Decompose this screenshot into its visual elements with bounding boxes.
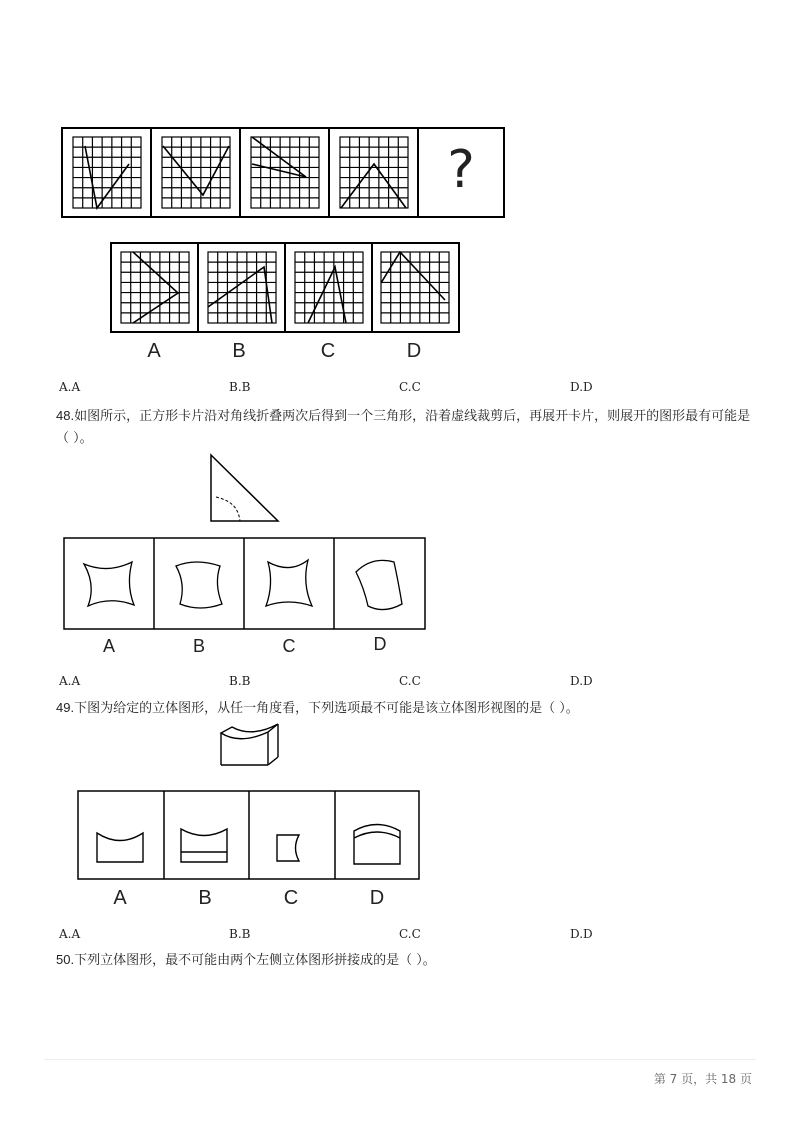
q47-letter-a: A [147,340,161,362]
q48-letter-c: C [282,636,296,656]
q49-letter-c: C [283,887,299,909]
q49-option-d[interactable]: D.D [570,927,593,941]
q49-option-a[interactable]: A.A [59,927,81,941]
q48-option-a[interactable]: A.A [59,674,81,688]
q48-letter-d: D [373,634,387,654]
footer-divider [44,1059,756,1060]
q48-option-c[interactable]: C.C [399,674,421,688]
q48-option-d[interactable]: D.D [570,674,593,688]
q47-question-mark: ? [447,140,475,200]
q49-letter-d: D [369,887,385,909]
q48-number: 48. [56,408,75,423]
q49-number: 49. [56,700,75,715]
q47-option-c[interactable]: C.C [399,380,421,394]
q49-question: 下图为给定的立体图形，从任一角度看，下列选项最不可能是该立体图形视图的是（ ）。 [74,701,579,716]
q49-option-c[interactable]: C.C [399,927,421,941]
q47-letter-d: D [406,340,422,362]
q48-option-b[interactable]: B.B [229,674,251,688]
q47-option-a[interactable]: A.A [59,380,81,394]
q49-letter-b: B [198,887,212,909]
q48-question: 如图所示，正方形卡片沿对角线折叠两次后得到一个三角形，沿着虚线裁剪后，再展开卡片，则展开的图形最有可能是（ ）。 [56,409,751,446]
q49-letter-a: A [113,887,127,909]
q48-letter-a: A [102,636,115,656]
q47-option-b[interactable]: B.B [229,380,251,394]
q47-letter-c: C [320,340,336,362]
q47-letter-b: B [232,340,246,362]
q48-letter-b: B [192,636,205,656]
q47-option-d[interactable]: D.D [570,380,593,394]
page-number: 第 7 页，共 18 页 [653,1072,752,1086]
q49-option-b[interactable]: B.B [229,927,251,941]
q50-number: 50. [56,952,75,967]
q50-question: 下列立体图形，最不可能由两个左侧立体图形拼接成的是（ ）。 [74,953,436,968]
q50-text [56,949,756,972]
